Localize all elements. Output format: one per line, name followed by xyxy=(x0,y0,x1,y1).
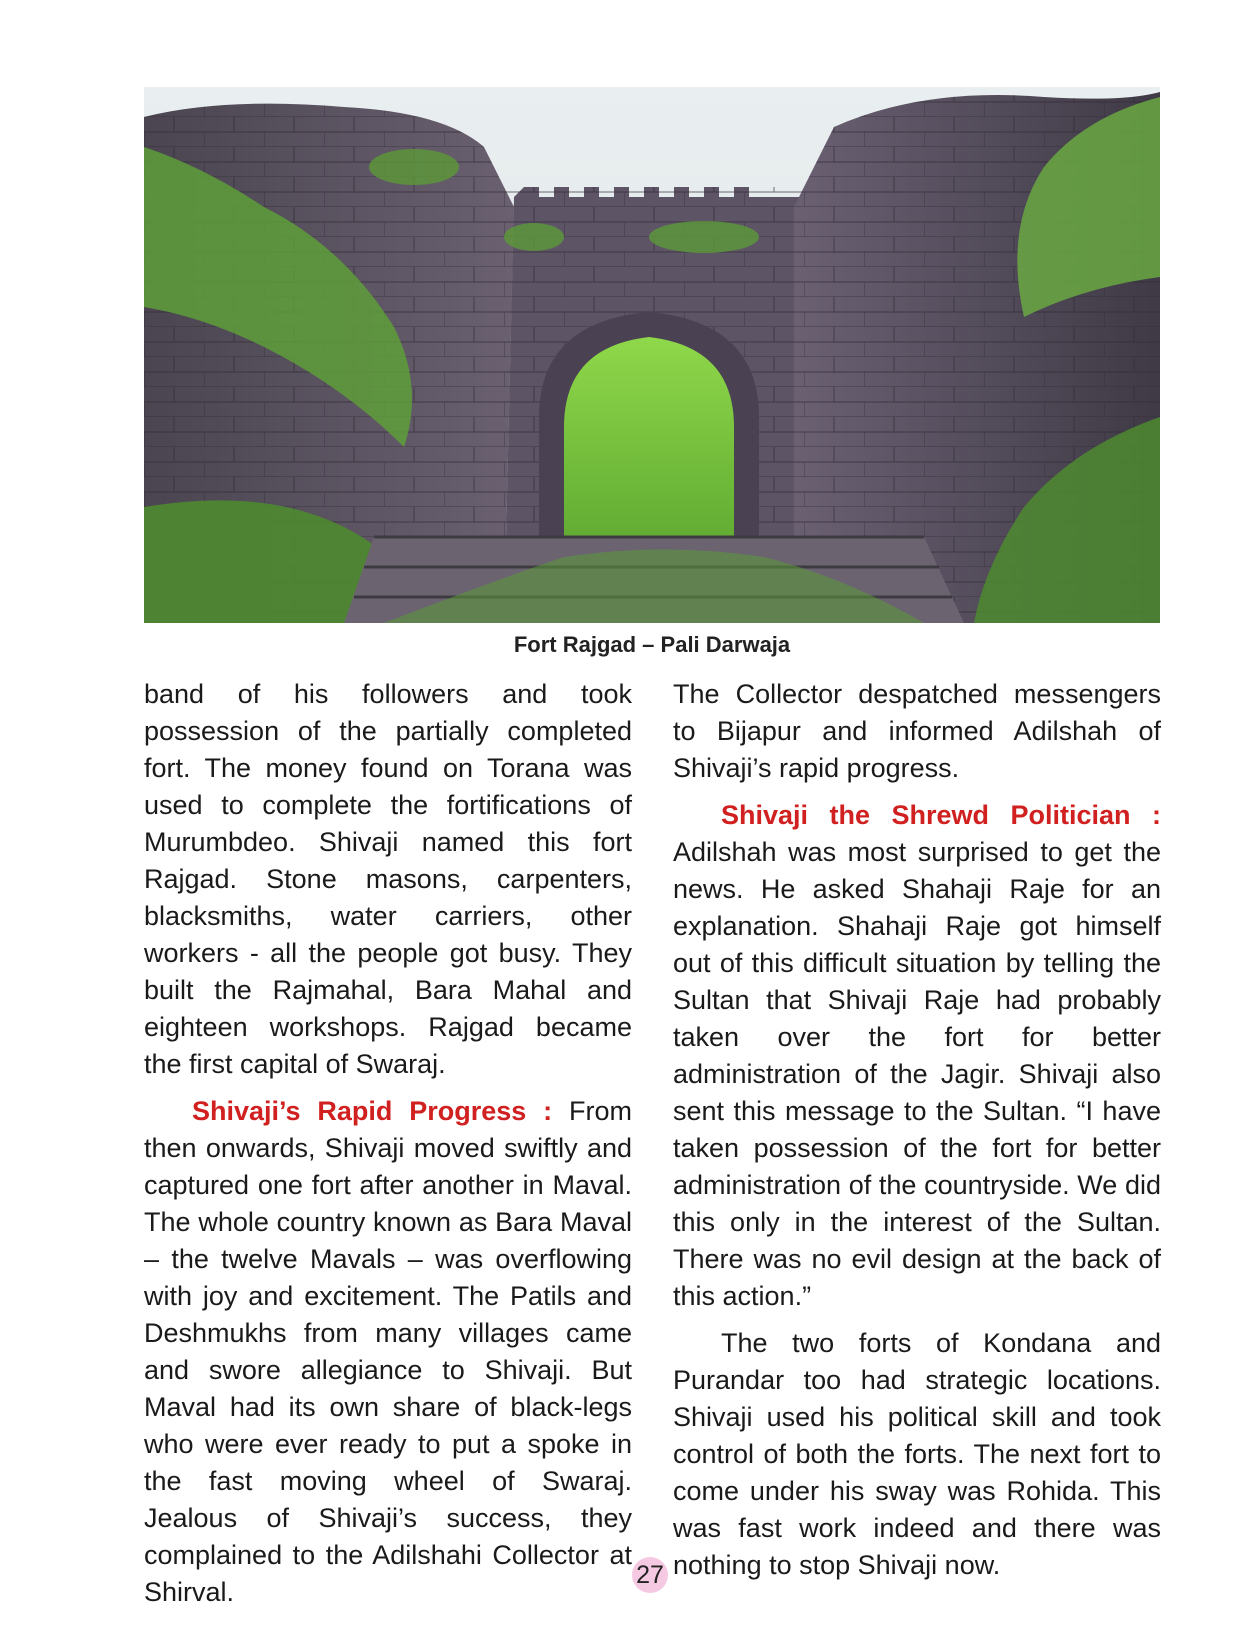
right-paragraph-1: The Collector despatched messengers to Bijapur and informed Adilshah of Shivaji’s rapid progress. xyxy=(673,679,1161,783)
left-paragraph-2-body: From then onwards, Shivaji moved swiftly and captured one fort after another in Maval. The whole country known as Bara Maval – the twelve Mavals – was overflowing with joy and excitement. The Patils and Deshmukhs from many villages came and swore allegiance to Shivaji. But Maval had its own share of black-legs who were ever ready to put a spoke in the fast moving wheel of Swaraj. Jealous of Shivaji’s success, they complained to the Adilshahi Collector at Shirval. xyxy=(144,1096,632,1607)
section-heading-rapid-progress: Shivaji’s Rapid Progress : xyxy=(192,1096,553,1126)
right-column xyxy=(673,676,1161,1594)
figure-caption: Fort Rajgad – Pali Darwaja xyxy=(513,632,791,657)
right-paragraph-2 xyxy=(673,797,1161,1315)
section-heading-shrewd-politician: Shivaji the Shrewd Politician : xyxy=(721,800,1161,830)
right-paragraph-3: The two forts of Kondana and Purandar too had strategic locations. Shivaji used his political skill and took control of both the forts. The next fort to come under his sway was Rohida. This was fast work indeed and there was nothing to stop Shivaji now. xyxy=(673,1328,1161,1580)
page-number: 27 xyxy=(632,1557,668,1593)
left-paragraph-2 xyxy=(144,1093,632,1611)
left-column xyxy=(144,676,632,1621)
left-paragraph-1: band of his followers and took possession of the partially completed fort. The money found on Torana was used to complete the fortifications of Murumbdeo. Shivaji named this fort Rajgad. Stone masons, carpenters, blacksmiths, water carriers, other workers - all the people got busy. They built the Rajmahal, Bara Mahal and eighteen workshops. Rajgad became the first capital of Swaraj. xyxy=(144,679,632,1079)
fort-gate-photo xyxy=(144,87,1160,623)
right-paragraph-2-body: Adilshah was most surprised to get the news. He asked Shahaji Raje for an explanation. Shahaji Raje got himself out of this difficult situation by telling the Sultan that Shivaji Raje had probably taken over the fort for better administration of the Jagir. Shivaji also sent this message to the Sultan. “I have taken possession of the fort for better administration of the countryside. We did this only in the interest of the Sultan. There was no evil design at the back of this action.” xyxy=(673,837,1161,1311)
